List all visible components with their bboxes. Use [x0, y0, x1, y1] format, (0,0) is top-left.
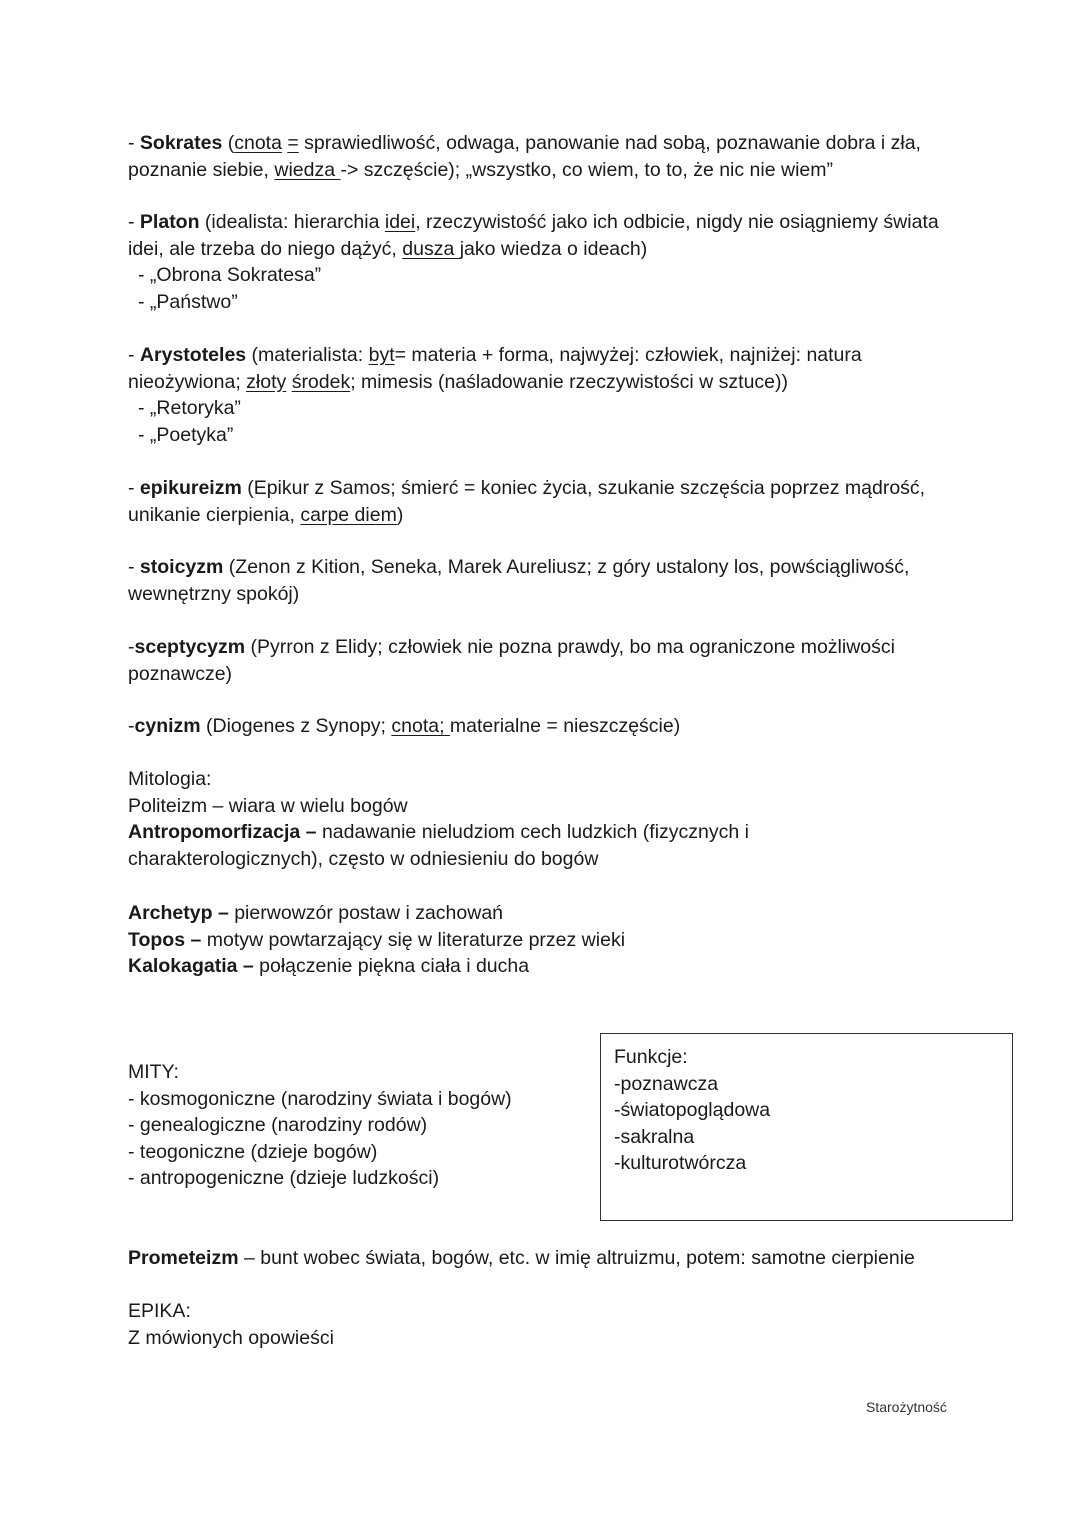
term-definition: Archetyp – pierwowzór postaw i zachowań — [128, 902, 504, 924]
platon-work: - „Państwo” — [138, 290, 238, 313]
prometeizm-entry: Prometeizm – bunt wobec świata, bogów, etc. w imię altruizmu, potem: samotne cierpienie — [128, 1247, 915, 1269]
mity-section — [128, 1059, 588, 1192]
term-definition: Topos – motyw powtarzający się w literaturze przez wieki — [128, 928, 626, 951]
antropomorfizacja-definition: Antropomorfizacja – nadawanie nieludziom cech ludzkich (fizycznych i — [128, 821, 749, 844]
mity-item: - genealogiczne (narodziny rodów) — [128, 1114, 428, 1137]
sokrates-line-2: poznanie siebie, wiedza -> szczęście); „wszystko, co wiem, to to, że nic nie wiem” — [128, 158, 833, 181]
funkcje-box — [600, 1033, 1013, 1221]
arystoteles-name: Arystoteles — [139, 344, 247, 366]
funkcje-item: -sakralna — [614, 1125, 695, 1148]
funkcje-item: -światopoglądowa — [614, 1099, 771, 1122]
stoicyzm-name: stoicyzm — [139, 556, 224, 578]
mitologia-section: Mitologia: Politeizm – wiara w wielu bogów Antropomorfizacja – nadawanie nieludziom cech ludzkich (fizycznych i charakterologicznych), często w odniesieniu do bogów — [128, 766, 968, 872]
sceptycyzm-name: sceptycyzm — [134, 636, 246, 658]
funkcje-heading: Funkcje: — [614, 1046, 688, 1068]
platon-line-2: idei, ale trzeba do niego dążyć, dusza jako wiedza o ideach) — [128, 237, 648, 260]
arystoteles-line-1: - Arystoteles (materialista: byt= materia + forma, najwyżej: człowiek, najniżej: natura — [128, 344, 862, 366]
mity-item: - kosmogoniczne (narodziny świata i bogów) — [128, 1087, 512, 1110]
page-footer: Starożytność — [866, 1399, 947, 1415]
funkcje-item: -poznawcza — [614, 1072, 719, 1095]
sceptycyzm-entry: -sceptycyzm (Pyrron z Elidy; człowiek nie pozna prawdy, bo ma ograniczone możliwości poznawcze) — [128, 636, 895, 685]
mity-item: - antropogeniczne (dzieje ludzkości) — [128, 1167, 440, 1190]
terms-section — [128, 900, 968, 980]
cynizm-entry: -cynizm (Diogenes z Synopy; cnota; materialne = nieszczęście) — [128, 715, 681, 737]
platon-line-1: - Platon (idealista: hierarchia idei, rzeczywistość jako ich odbicie, nigdy nie osiągniemy świata — [128, 211, 939, 233]
sokrates-name: Sokrates — [139, 132, 223, 154]
arystoteles-work: - „Retoryka” — [138, 397, 241, 420]
sokrates-entry — [128, 130, 968, 183]
epika-section: EPIKA: Z mówionych opowieści — [128, 1298, 968, 1351]
epika-heading: EPIKA: — [128, 1300, 191, 1322]
platon-work: - „Obrona Sokratesa” — [138, 264, 322, 287]
funkcje-item: -kulturotwórcza — [614, 1152, 747, 1175]
arystoteles-line-2: nieożywiona; złoty środek; mimesis (naśladowanie rzeczywistości w sztuce)) — [128, 370, 788, 393]
underline-wiedza: wiedza — [274, 158, 341, 181]
sokrates-line-1: - Sokrates (cnota = sprawiedliwość, odwaga, panowanie nad sobą, poznawanie dobra i zła, — [128, 132, 921, 154]
term-definition: Kalokagatia – połączenie piękna ciała i ducha — [128, 955, 530, 978]
platon-name: Platon — [139, 211, 200, 233]
cynizm-name: cynizm — [134, 715, 201, 737]
epikureizm-entry: - epikureizm (Epikur z Samos; śmierć = koniec życia, szukanie szczęścia poprzez mądrość, unikanie cierpienia, carpe diem) — [128, 477, 926, 526]
arystoteles-entry — [128, 342, 968, 448]
politeizm-definition: Politeizm – wiara w wielu bogów — [128, 794, 408, 817]
platon-entry — [128, 209, 968, 315]
stoicyzm-entry: - stoicyzm (Zenon z Kition, Seneka, Marek Aureliusz; z góry ustalony los, powściągliwość, wewnętrzny spokój) — [128, 556, 910, 605]
epikureizm-name: epikureizm — [139, 477, 242, 499]
underline-cnota: cnota — [234, 132, 282, 154]
mitologia-heading: Mitologia: — [128, 768, 212, 790]
arystoteles-work: - „Poetyka” — [138, 423, 234, 446]
mity-heading: MITY: — [128, 1061, 179, 1083]
mity-item: - teogoniczne (dzieje bogów) — [128, 1140, 378, 1163]
